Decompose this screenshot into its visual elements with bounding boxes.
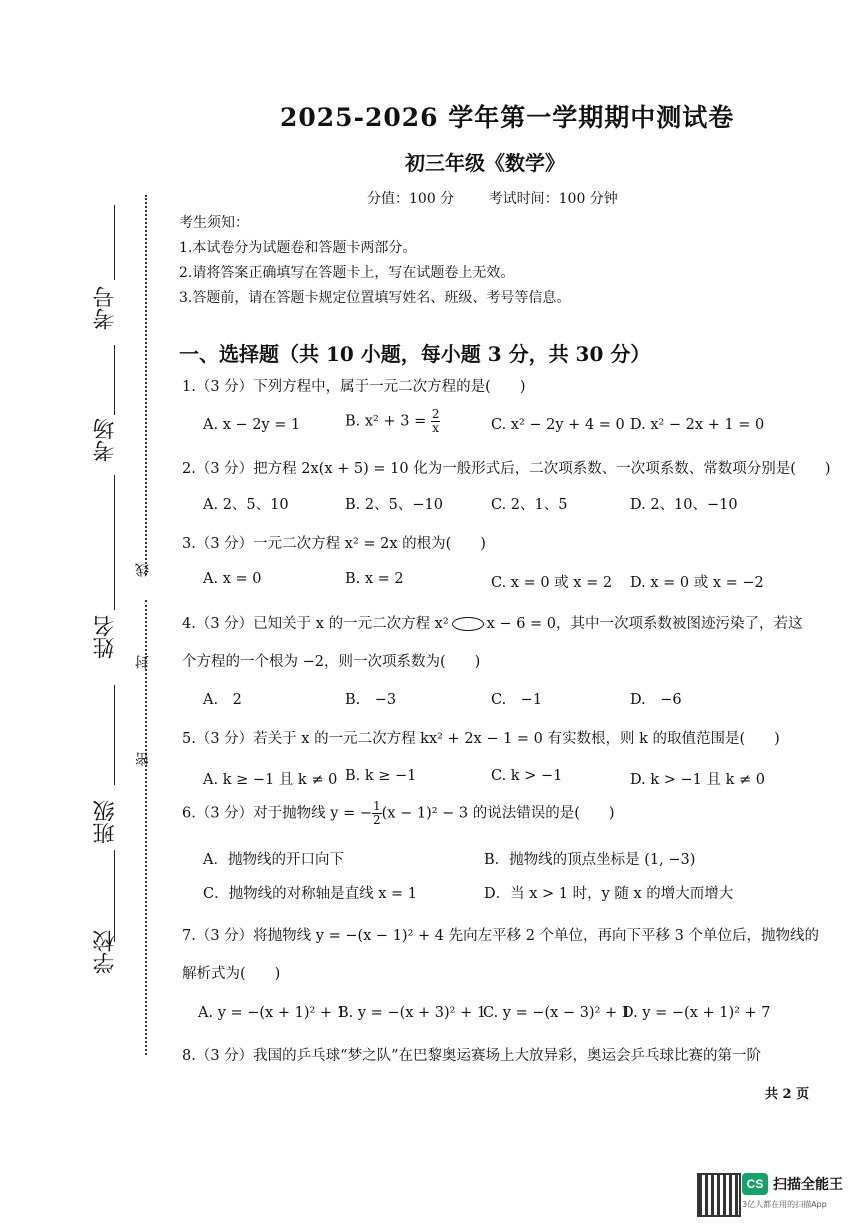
class-label: 班级	[93, 800, 118, 844]
camscanner-logo-icon: CS	[742, 1173, 768, 1195]
question-1-stem: 1.（3 分）下列方程中，属于一元二次方程的是( )	[182, 379, 526, 395]
q6-stem-part-b: (x − 1)² − 3 的说法错误的是( )	[381, 805, 615, 822]
exam-meta	[367, 188, 648, 208]
q4-stem-part-a: 4.（3 分）已知关于 x 的一元二次方程 x²	[182, 616, 449, 632]
question-2-stem: 2.（3 分）把方程 2x(x + 5) = 10 化为一般形式后，二次项系数、一次项系数、常数项分别是( )	[182, 461, 831, 477]
q5-option-d[interactable]: D. k > −1 且 k ≠ 0	[630, 772, 765, 788]
qr-code-icon	[697, 1173, 741, 1217]
q4-option-c[interactable]: C. −1	[491, 692, 543, 708]
camscanner-brand: 扫描全能王	[773, 1177, 843, 1193]
question-8-stem: 8.（3 分）我国的乒乓球“梦之队”在巴黎奥运赛场上大放异彩，奥运会乒乓球比赛的第一阶	[182, 1048, 761, 1064]
exam-room-blank[interactable]	[114, 345, 115, 415]
seal-mark-secret: 密	[135, 752, 151, 766]
q3-option-c[interactable]: C. x = 0 或 x = 2	[491, 575, 613, 591]
camscanner-slogan: 3亿人都在用的扫描App	[742, 1200, 827, 1209]
q3-option-a[interactable]: A. x = 0	[203, 571, 262, 587]
section-title: 一、选择题（共 10 小题，每小题 3 分，共 30 分）	[179, 342, 651, 366]
name-label: 姓名	[93, 615, 118, 659]
question-6-stem	[182, 800, 615, 827]
q6-stem-part-a: 6.（3 分）对于抛物线 y = −	[182, 805, 372, 822]
notice-item: 2.请将答案正确填写在答题卡上，写在试题卷上无效。	[179, 265, 515, 281]
question-4-stem-cont: 个方程的一个根为 −2，则一次项系数为( )	[182, 654, 481, 670]
q3-option-b[interactable]: B. x = 2	[345, 571, 404, 587]
question-5-stem: 5.（3 分）若关于 x 的一元二次方程 kx² + 2x − 1 = 0 有实数根，则 k 的取值范围是( )	[182, 731, 780, 747]
school-label: 学校	[93, 930, 118, 974]
exam-title: 2025-2026 学年第一学期期中测试卷	[280, 103, 735, 132]
exam-room-label: 考场	[93, 418, 118, 462]
q2-option-d[interactable]: D. 2、10、−10	[630, 497, 738, 513]
seal-mark-line: 线	[135, 563, 151, 577]
q2-option-b[interactable]: B. 2、5、−10	[345, 497, 443, 513]
q1-option-b-prefix: B. x² + 3 =	[345, 413, 427, 430]
fraction-numerator: 1	[373, 799, 381, 813]
q3-option-d[interactable]: D. x = 0 或 x = −2	[630, 575, 764, 591]
q7-option-c[interactable]: C. y = −(x − 3)² + 1	[483, 1005, 631, 1021]
question-3-stem: 3.（3 分）一元二次方程 x² = 2x 的根为( )	[182, 536, 486, 552]
question-7-stem: 7.（3 分）将抛物线 y = −(x − 1)² + 4 先向左平移 2 个单位，再向下平移 3 个单位后，抛物线的	[182, 928, 819, 944]
q7-option-d[interactable]: D. y = −(x + 1)² + 7	[622, 1005, 771, 1021]
q1-option-c[interactable]: C. x² − 2y + 4 = 0	[491, 417, 625, 433]
q1-option-a[interactable]: A. x − 2y = 1	[203, 417, 301, 433]
score-info: 分值：100 分	[367, 191, 455, 207]
fraction-numerator: 2	[431, 407, 440, 421]
q7-option-b[interactable]: B. y = −(x + 3)² + 1	[338, 1005, 487, 1021]
q1-option-b[interactable]	[345, 408, 440, 435]
exam-number-blank[interactable]	[114, 205, 115, 280]
question-7-stem-cont: 解析式为( )	[182, 966, 281, 982]
exam-subtitle: 初三年级《数学》	[405, 151, 565, 175]
q5-option-b[interactable]: B. k ≥ −1	[345, 768, 417, 784]
q6-option-a[interactable]: A．抛物线的开口向下	[203, 852, 344, 868]
q5-option-a[interactable]: A. k ≥ −1 且 k ≠ 0	[203, 772, 338, 788]
fraction-denominator: 2	[373, 813, 381, 827]
q1-option-b-fraction	[431, 408, 441, 435]
q4-stem-part-b: x − 6 = 0，其中一次项系数被图迹污染了，若这	[486, 616, 803, 632]
school-blank[interactable]	[114, 850, 115, 942]
notice-item: 3.答题前，请在答题卡规定位置填写姓名、班级、考号等信息。	[179, 290, 571, 306]
q4-option-d[interactable]: D. −6	[630, 692, 682, 708]
q2-option-c[interactable]: C. 2、1、5	[491, 497, 568, 513]
ink-blot-icon	[452, 617, 484, 631]
exam-number-label: 考号	[93, 286, 118, 330]
q6-option-c[interactable]: C．抛物线的对称轴是直线 x = 1	[203, 886, 417, 902]
notice-heading: 考生须知：	[179, 215, 249, 231]
q6-fraction	[372, 800, 382, 827]
seal-mark-seal: 封	[135, 655, 151, 669]
q5-option-c[interactable]: C. k > −1	[491, 768, 563, 784]
q6-option-d[interactable]: D．当 x > 1 时，y 随 x 的增大而增大	[484, 886, 734, 902]
q6-option-b[interactable]: B．抛物线的顶点坐标是 (1, −3)	[484, 852, 696, 868]
q4-option-a[interactable]: A. 2	[203, 692, 242, 708]
name-blank-upper	[114, 475, 115, 610]
time-info: 考试时间：100 分钟	[488, 191, 618, 207]
q1-option-d[interactable]: D. x² − 2x + 1 = 0	[630, 417, 765, 433]
page-count: 共 2 页	[765, 1087, 810, 1102]
q7-option-a[interactable]: A. y = −(x + 1)² + 1	[198, 1005, 346, 1021]
q4-option-b[interactable]: B. −3	[345, 692, 397, 708]
notice-item: 1.本试卷分为试题卷和答题卡两部分。	[179, 240, 417, 256]
seal-dotted-line-top	[145, 195, 147, 575]
q2-option-a[interactable]: A. 2、5、10	[203, 497, 289, 513]
question-4-stem	[182, 612, 803, 633]
class-blank[interactable]	[114, 685, 115, 785]
fraction-denominator: x	[432, 421, 440, 435]
